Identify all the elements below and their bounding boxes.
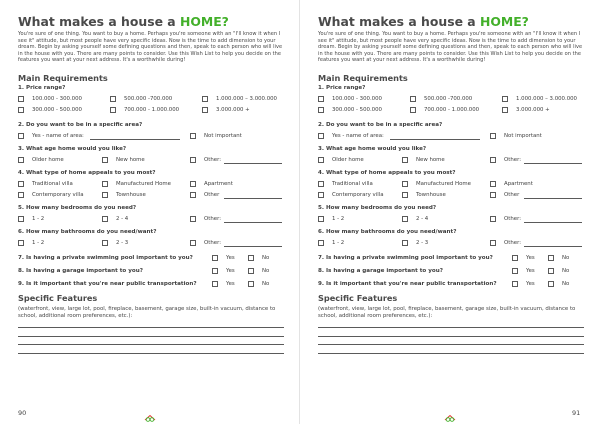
question-1-label: 1. Price range? bbox=[318, 84, 366, 91]
checkbox[interactable] bbox=[190, 216, 196, 222]
checkbox[interactable] bbox=[512, 281, 518, 287]
checkbox[interactable] bbox=[402, 216, 408, 222]
checkbox[interactable] bbox=[318, 133, 324, 139]
question-4-label: 4. What type of home appeals to you most? bbox=[18, 169, 156, 176]
question-6-label: 6. How many bathrooms do you need/want? bbox=[18, 228, 157, 235]
checkbox[interactable] bbox=[548, 255, 554, 261]
question-5 bbox=[318, 203, 584, 214]
question-3-label: 3. What age home would you like? bbox=[318, 145, 427, 152]
checkbox[interactable] bbox=[402, 157, 408, 163]
question-6 bbox=[318, 227, 584, 238]
wish-list-form bbox=[18, 14, 284, 354]
area-write-line[interactable] bbox=[390, 139, 480, 140]
q3-row: Older home New home Other: bbox=[318, 155, 584, 166]
checkbox[interactable] bbox=[202, 107, 208, 113]
page-title bbox=[18, 14, 284, 29]
checkbox[interactable] bbox=[490, 157, 496, 163]
question-5-label: 5. How many bedrooms do you need? bbox=[18, 204, 137, 211]
specific-features-description: (waterfront, view, large lot, pool, fireplace, basement, garage size, built-in vacuum, distance to school, additional room preferences, etc.): bbox=[18, 305, 276, 319]
checkbox[interactable] bbox=[318, 216, 324, 222]
question-6-label: 6. How many bathrooms do you need/want? bbox=[318, 228, 457, 235]
other-write-line[interactable] bbox=[224, 222, 282, 223]
other-write-line[interactable] bbox=[224, 246, 282, 247]
q4-row-2: Contemporary villa Townhouse Other bbox=[318, 190, 584, 201]
right-page bbox=[300, 0, 600, 424]
brand-logo-icon bbox=[144, 414, 156, 422]
checkbox[interactable] bbox=[202, 96, 208, 102]
q2-row: Yes - name of area: Not important bbox=[18, 131, 284, 142]
checkbox[interactable] bbox=[402, 192, 408, 198]
specific-features-heading: Specific Features bbox=[318, 292, 398, 303]
write-line[interactable] bbox=[18, 327, 284, 328]
question-7: 7. Is having a private swimming pool important to you? Yes No bbox=[18, 254, 270, 261]
question-2 bbox=[318, 120, 584, 131]
checkbox[interactable] bbox=[318, 157, 324, 163]
write-line[interactable] bbox=[318, 336, 584, 337]
question-5-label: 5. How many bedrooms do you need? bbox=[318, 204, 437, 211]
checkbox[interactable] bbox=[490, 216, 496, 222]
question-3 bbox=[318, 144, 584, 155]
checkbox[interactable] bbox=[490, 133, 496, 139]
q3-row: Older home New home Other: bbox=[18, 155, 284, 166]
checkbox[interactable] bbox=[490, 192, 496, 198]
other-write-line[interactable] bbox=[524, 246, 582, 247]
checkbox[interactable] bbox=[18, 157, 24, 163]
question-7-label: 7. Is having a private swimming pool important to you? bbox=[18, 254, 193, 261]
checkbox[interactable] bbox=[410, 96, 416, 102]
main-requirements-heading: Main Requirements bbox=[18, 72, 108, 83]
write-line[interactable] bbox=[318, 353, 584, 354]
wish-list-form bbox=[318, 14, 584, 354]
checkbox[interactable] bbox=[102, 192, 108, 198]
write-line[interactable] bbox=[18, 344, 284, 345]
question-4 bbox=[18, 168, 284, 179]
brand-logo-icon bbox=[444, 414, 456, 422]
question-8-label: 8. Is having a garage important to you? bbox=[18, 267, 143, 274]
question-7-label: 7. Is having a private swimming pool important to you? bbox=[318, 254, 493, 261]
checkbox[interactable] bbox=[190, 240, 196, 246]
q4-row-2: Contemporary villa Townhouse Other bbox=[18, 190, 284, 201]
other-write-line[interactable] bbox=[224, 163, 282, 164]
other-write-line[interactable] bbox=[524, 222, 582, 223]
write-line[interactable] bbox=[18, 353, 284, 354]
other-write-line[interactable] bbox=[524, 198, 582, 199]
q4-row-1: Traditional villa Manufactured Home Apartment bbox=[18, 179, 284, 190]
page-number: 91 bbox=[572, 409, 581, 417]
checkbox[interactable] bbox=[18, 216, 24, 222]
area-write-line[interactable] bbox=[90, 139, 180, 140]
checkbox[interactable] bbox=[18, 240, 24, 246]
checkbox[interactable] bbox=[110, 107, 116, 113]
checkbox[interactable] bbox=[190, 157, 196, 163]
checkbox[interactable] bbox=[410, 107, 416, 113]
q1-row-1: 100.000 - 300.000 500.000 -700.000 1.000.000 – 3.000.000 bbox=[318, 94, 584, 105]
other-write-line[interactable] bbox=[524, 163, 582, 164]
write-line[interactable] bbox=[18, 336, 284, 337]
q4-row-1: Traditional villa Manufactured Home Apartment bbox=[318, 179, 584, 190]
checkbox[interactable] bbox=[212, 268, 218, 274]
other-write-line[interactable] bbox=[224, 198, 282, 199]
question-4 bbox=[318, 168, 584, 179]
question-9: 9. Is it important that you're near public transportation? Yes No bbox=[318, 280, 570, 287]
checkbox[interactable] bbox=[502, 107, 508, 113]
question-1-label: 1. Price range? bbox=[18, 84, 66, 91]
question-3 bbox=[18, 144, 284, 155]
page-title bbox=[318, 14, 584, 29]
checkbox[interactable] bbox=[318, 192, 324, 198]
question-8: 8. Is having a garage important to you? Yes No bbox=[18, 267, 270, 274]
q1-row-2: 300.000 - 500.000 700.000 - 1.000.000 3.000.000 + bbox=[318, 105, 584, 116]
title-text: What makes a house a bbox=[18, 14, 180, 29]
q2-row: Yes - name of area: Not important bbox=[318, 131, 584, 142]
checkbox[interactable] bbox=[212, 255, 218, 261]
question-8: 8. Is having a garage important to you? Yes No bbox=[318, 267, 570, 274]
question-2-label: 2. Do you want to be in a specific area? bbox=[318, 121, 443, 128]
checkbox[interactable] bbox=[548, 268, 554, 274]
question-9: 9. Is it important that you're near public transportation? Yes No bbox=[18, 280, 270, 287]
specific-features-heading: Specific Features bbox=[18, 292, 98, 303]
checkbox[interactable] bbox=[318, 240, 324, 246]
checkbox[interactable] bbox=[512, 268, 518, 274]
page-number: 90 bbox=[18, 409, 27, 417]
checkbox[interactable] bbox=[512, 255, 518, 261]
checkbox[interactable] bbox=[18, 133, 24, 139]
question-2-label: 2. Do you want to be in a specific area? bbox=[18, 121, 143, 128]
checkbox[interactable] bbox=[402, 181, 408, 187]
checkbox[interactable] bbox=[18, 107, 24, 113]
question-9-label: 9. Is it important that you're near public transportation? bbox=[18, 280, 197, 287]
question-2 bbox=[18, 120, 284, 131]
question-4-label: 4. What type of home appeals to you most? bbox=[318, 169, 456, 176]
checkbox[interactable] bbox=[548, 281, 554, 287]
question-7: 7. Is having a private swimming pool important to you? Yes No bbox=[318, 254, 570, 261]
checkbox[interactable] bbox=[248, 255, 254, 261]
checkbox[interactable] bbox=[102, 240, 108, 246]
checkbox[interactable] bbox=[102, 181, 108, 187]
checkbox[interactable] bbox=[318, 107, 324, 113]
checkbox[interactable] bbox=[190, 181, 196, 187]
title-highlight: HOME? bbox=[479, 14, 529, 29]
checkbox[interactable] bbox=[502, 96, 508, 102]
intro-paragraph: You're sure of one thing. You want to buy a home. Perhaps you're someone with an "I'll know it when I see it" attitude, but most people have very specific ideas. Now is the time to add dimension to your dream. Begin by asking yourself some defining questions and then, speak to each person who will live in the house with you. There are many points to consider. Use this Wish List to help you decide on the features you want at your next address. It's a worthwhile during! bbox=[318, 31, 583, 64]
checkbox[interactable] bbox=[248, 281, 254, 287]
question-1 bbox=[318, 83, 584, 94]
q1-row-1: 100.000 - 300.000 500.000 -700.000 1.000.000 – 3.000.000 bbox=[18, 94, 284, 105]
q1-row-2: 300.000 - 500.000 700.000 - 1.000.000 3.000.000 + bbox=[18, 105, 284, 116]
checkbox[interactable] bbox=[18, 96, 24, 102]
main-requirements-heading: Main Requirements bbox=[318, 72, 408, 83]
intro-paragraph: You're sure of one thing. You want to buy a home. Perhaps you're someone with an "I'll know it when I see it" attitude, but most people have very specific ideas. Now is the time to add dimension to your dream. Begin by asking yourself some defining questions and then, speak to each person who will live in the house with you. There are many points to consider. Use this Wish List to help you decide on the features you want at your next address. It's a worthwhile during! bbox=[18, 31, 283, 64]
title-text: What makes a house a bbox=[318, 14, 480, 29]
checkbox[interactable] bbox=[212, 281, 218, 287]
checkbox[interactable] bbox=[102, 216, 108, 222]
question-3-label: 3. What age home would you like? bbox=[18, 145, 127, 152]
question-5 bbox=[18, 203, 284, 214]
checkbox[interactable] bbox=[18, 181, 24, 187]
checkbox[interactable] bbox=[190, 133, 196, 139]
checkbox[interactable] bbox=[318, 181, 324, 187]
q5-row: 1 - 2 2 - 4 Other: bbox=[318, 214, 584, 225]
title-highlight: HOME? bbox=[179, 14, 229, 29]
checkbox[interactable] bbox=[490, 181, 496, 187]
question-6 bbox=[18, 227, 284, 238]
checkbox[interactable] bbox=[402, 240, 408, 246]
checkbox[interactable] bbox=[18, 192, 24, 198]
checkbox[interactable] bbox=[490, 240, 496, 246]
question-1 bbox=[18, 83, 284, 94]
checkbox[interactable] bbox=[318, 96, 324, 102]
checkbox[interactable] bbox=[110, 96, 116, 102]
q6-row: 1 - 2 2 - 3 Other: bbox=[318, 238, 584, 249]
write-line[interactable] bbox=[318, 344, 584, 345]
checkbox[interactable] bbox=[102, 157, 108, 163]
specific-features-description: (waterfront, view, large lot, pool, fireplace, basement, garage size, built-in vacuum, distance to school, additional room preferences, etc.): bbox=[318, 305, 576, 319]
checkbox[interactable] bbox=[248, 268, 254, 274]
write-line[interactable] bbox=[318, 327, 584, 328]
question-9-label: 9. Is it important that you're near public transportation? bbox=[318, 280, 497, 287]
question-8-label: 8. Is having a garage important to you? bbox=[318, 267, 443, 274]
q6-row: 1 - 2 2 - 3 Other: bbox=[18, 238, 284, 249]
checkbox[interactable] bbox=[190, 192, 196, 198]
q5-row: 1 - 2 2 - 4 Other: bbox=[18, 214, 284, 225]
